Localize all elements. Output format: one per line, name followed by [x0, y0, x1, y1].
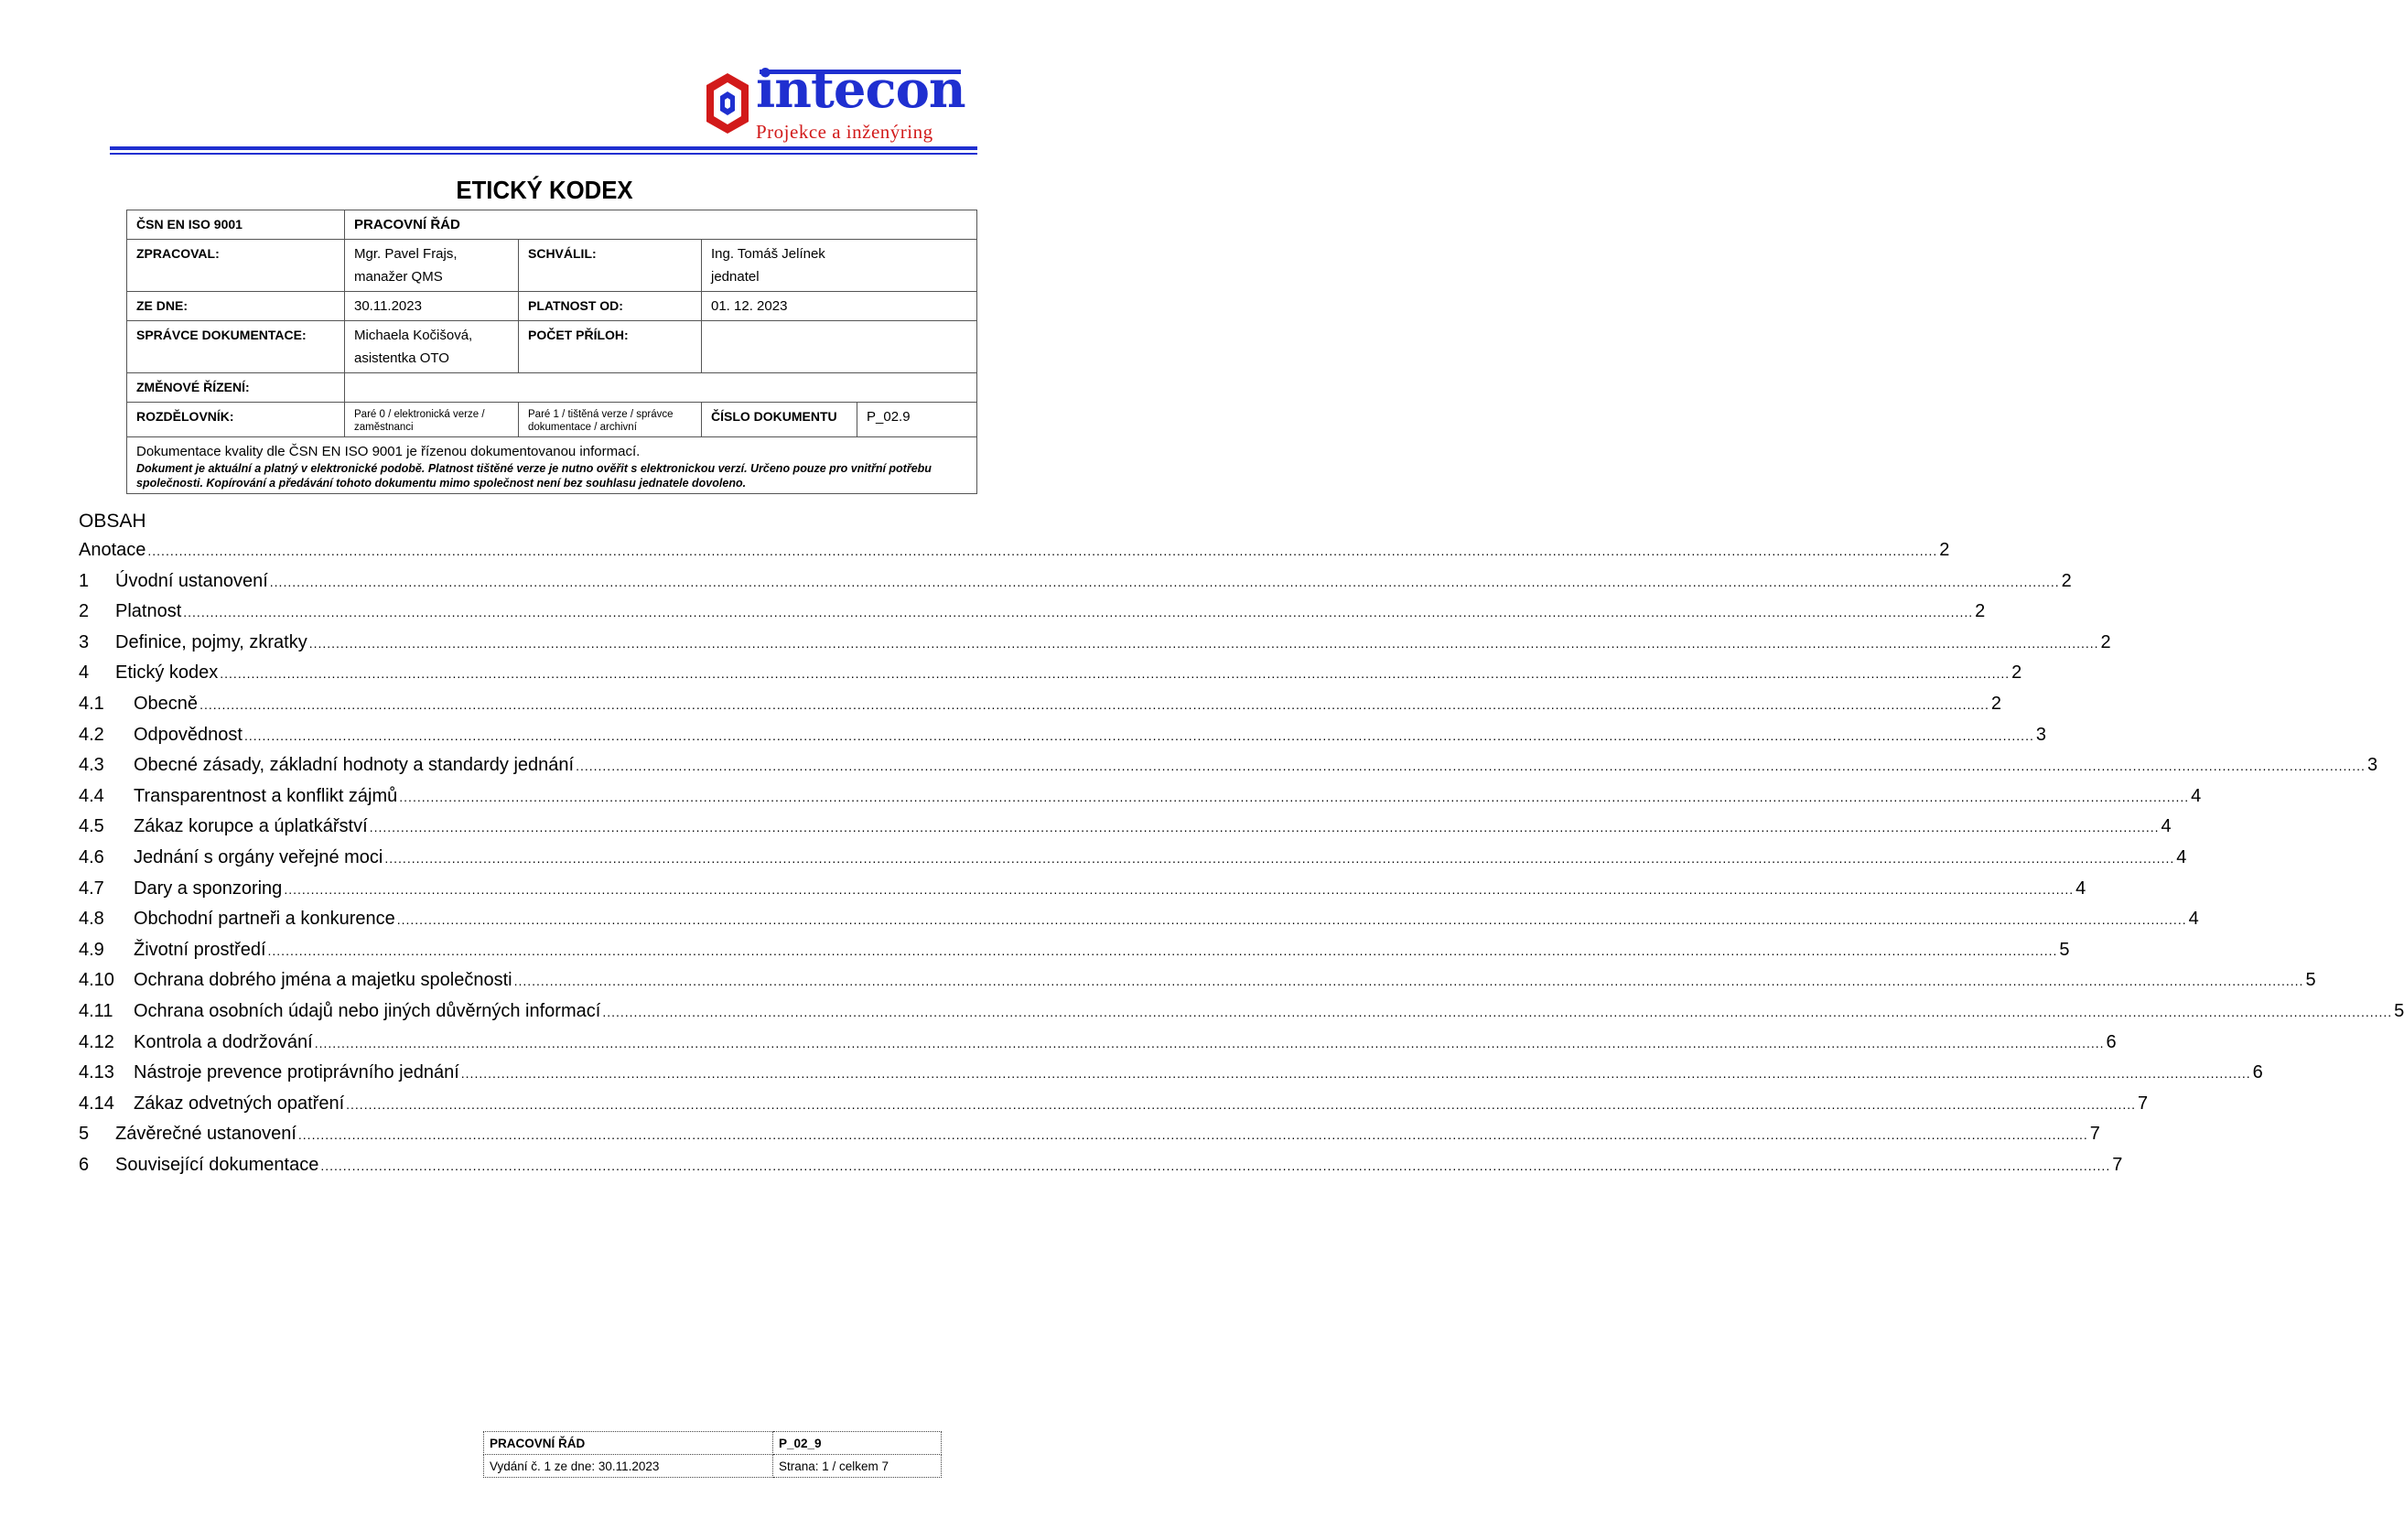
toc-item[interactable] [79, 816, 2172, 847]
toc-item-page: 4 [2176, 846, 2187, 867]
toc-item-number: 4 [79, 662, 90, 684]
toc-item-page: 7 [2138, 1093, 2149, 1114]
toc-item[interactable] [79, 601, 1986, 632]
toc-item-title: Definice, pojmy, zkratky [115, 631, 307, 652]
toc-item[interactable] [79, 1031, 2117, 1063]
brand-tagline: Projekce a inženýring [756, 121, 933, 143]
toc-dot-leader: ................................................................................................................................................................................................................................................................................................................................................................................................................ [396, 912, 2187, 928]
toc-item[interactable] [79, 970, 2316, 1001]
toc-item[interactable] [79, 662, 2022, 694]
toc-item-title: Ochrana dobrého jména a majetku společnosti [134, 970, 512, 991]
toc-item-title: Odpovědnost [134, 724, 243, 745]
toc-dot-leader: ................................................................................................................................................................................................................................................................................................................................................................................................................ [147, 544, 1938, 558]
toc-item-title: Závěrečné ustanovení [115, 1124, 296, 1145]
toc-item-number: 4.6 [79, 846, 104, 867]
toc-item[interactable] [79, 939, 2070, 971]
toc-item-title: Transparentnost a konflikt zájmů [134, 785, 398, 806]
toc-dot-leader: ................................................................................................................................................................................................................................................................................................................................................................................................................ [284, 881, 2075, 897]
toc-item-number: 5 [79, 1124, 90, 1145]
toc-item-number: 4.4 [79, 785, 104, 806]
toc-dot-leader: ................................................................................................................................................................................................................................................................................................................................................................................................................ [267, 942, 2058, 958]
toc-item[interactable] [79, 1093, 2149, 1125]
toc-dot-leader: ................................................................................................................................................................................................................................................................................................................................................................................................................ [269, 574, 2060, 589]
toc-dot-leader: ................................................................................................................................................................................................................................................................................................................................................................................................................ [220, 666, 2011, 682]
toc-item-number: 4.5 [79, 816, 104, 837]
toc-item[interactable] [79, 540, 1950, 571]
spravce-value [345, 321, 519, 373]
pare1-value: Paré 1 / tištěná verze / správce dokumentace / archivní [519, 403, 702, 437]
toc-item-page: 4 [2161, 816, 2172, 837]
toc-item-title: Obecně [134, 693, 199, 714]
footer-doc-type: PRACOVNÍ ŘÁD [484, 1432, 773, 1455]
note-primary: Dokumentace kvality dle ČSN EN ISO 9001 je řízenou dokumentovanou informací. [136, 444, 641, 459]
hexagon-icon [705, 71, 750, 141]
rozdelovnik-label: ROZDĚLOVNÍK: [127, 403, 345, 437]
footer-edition: Vydání č. 1 ze dne: 30.11.2023 [484, 1455, 773, 1478]
toc-item-number: 1 [79, 570, 90, 591]
toc-item-page: 5 [2059, 939, 2070, 960]
toc-item[interactable] [79, 631, 2111, 663]
company-logo [705, 59, 979, 145]
toc-item-number: 4.2 [79, 724, 104, 745]
toc-item-number: 4.9 [79, 939, 104, 960]
toc-dot-leader: ................................................................................................................................................................................................................................................................................................................................................................................................................ [243, 727, 2034, 743]
zpracoval-name: Mgr. Pavel Frajs, [354, 246, 458, 262]
header-rule-thin [110, 153, 977, 155]
toc-dot-leader: ................................................................................................................................................................................................................................................................................................................................................................................................................ [384, 850, 2175, 866]
document-title: ETICKÝ KODEX [456, 176, 633, 204]
toc-item-number: 2 [79, 601, 90, 622]
toc-item[interactable] [79, 909, 2199, 940]
toc-item-title: Platnost [115, 601, 182, 622]
toc-item-title: Životní prostředí [134, 939, 266, 960]
zpracoval-role: manažer QMS [354, 269, 443, 285]
toc-item-page: 6 [2106, 1031, 2117, 1052]
spravce-name: Michaela Kočišová, [354, 328, 473, 343]
toc-dot-leader: ................................................................................................................................................................................................................................................................................................................................................................................................................ [346, 1096, 2136, 1112]
toc-dot-leader: ................................................................................................................................................................................................................................................................................................................................................................................................................ [320, 1158, 2111, 1173]
toc-item-title: Jednání s orgány veřejné moci [134, 846, 383, 867]
toc-item-title: Obecné zásady, základní hodnoty a standardy jednání [134, 755, 575, 776]
toc-item-page: 5 [2394, 1000, 2404, 1021]
prilohy-value [702, 321, 977, 373]
toc-item-page: 5 [2305, 970, 2316, 991]
toc-item-title: Zákaz korupce a úplatkářství [134, 816, 368, 837]
toc-item-title: Anotace [79, 540, 146, 560]
prilohy-label: POČET PŘÍLOH: [519, 321, 702, 373]
schvalil-value [702, 240, 977, 292]
toc-dot-leader: ................................................................................................................................................................................................................................................................................................................................................................................................................ [369, 820, 2160, 835]
brand-name: intecon [756, 59, 965, 120]
zpracoval-label: ZPRACOVAL: [127, 240, 345, 292]
platnost-label: PLATNOST OD: [519, 292, 702, 321]
toc-item-page: 4 [2188, 909, 2199, 930]
toc-item-number: 4.13 [79, 1062, 114, 1083]
toc-dot-leader: ................................................................................................................................................................................................................................................................................................................................................................................................................ [513, 974, 2304, 989]
toc-dot-leader: ................................................................................................................................................................................................................................................................................................................................................................................................................ [314, 1035, 2105, 1050]
toc-item-number: 4.3 [79, 755, 104, 776]
toc-item-number: 3 [79, 631, 90, 652]
toc-item-title: Etický kodex [115, 662, 219, 684]
toc-item[interactable] [79, 846, 2187, 878]
toc-item-title: Související dokumentace [115, 1154, 319, 1175]
toc-item[interactable] [79, 1062, 2263, 1093]
toc-item[interactable] [79, 570, 2072, 602]
pare0-value: Paré 0 / elektronická verze / zaměstnanci [345, 403, 519, 437]
footer-page: Strana: 1 / celkem 7 [773, 1455, 942, 1478]
toc-item-page: 3 [2035, 724, 2046, 745]
standard-label: ČSN EN ISO 9001 [127, 210, 345, 240]
toc-item-title: Zákaz odvetných opatření [134, 1093, 345, 1114]
doc-type-value: PRACOVNÍ ŘÁD [345, 210, 977, 240]
toc-item[interactable] [79, 1124, 2100, 1155]
toc-item-title: Ochrana osobních údajů nebo jiných důvěrných informací [134, 1000, 601, 1021]
toc-item-page: 7 [2089, 1124, 2100, 1145]
toc-item-page: 2 [1975, 601, 1986, 622]
schvalil-label: SCHVÁLIL: [519, 240, 702, 292]
toc-item[interactable] [79, 1000, 2404, 1032]
toc-dot-leader: ................................................................................................................................................................................................................................................................................................................................................................................................................ [576, 759, 2366, 774]
toc-item-number: 4.14 [79, 1093, 114, 1114]
toc-item-page: 4 [2075, 878, 2086, 899]
toc-item-title: Nástroje prevence protiprávního jednání [134, 1062, 459, 1083]
spravce-label: SPRÁVCE DOKUMENTACE: [127, 321, 345, 373]
toc-item-title: Kontrola a dodržování [134, 1031, 313, 1052]
toc-item-page: 4 [2191, 785, 2202, 806]
footer-doc-number: P_02_9 [773, 1432, 942, 1455]
toc-dot-leader: ................................................................................................................................................................................................................................................................................................................................................................................................................ [199, 696, 1989, 712]
document-info-table [126, 210, 977, 494]
platnost-value: 01. 12. 2023 [702, 292, 977, 321]
toc-item[interactable] [79, 693, 2002, 725]
toc-item[interactable] [79, 785, 2202, 817]
ze-dne-label: ZE DNE: [127, 292, 345, 321]
page-footer [483, 1431, 942, 1478]
schvalil-name: Ing. Tomáš Jelínek [711, 246, 825, 262]
toc-dot-leader: ................................................................................................................................................................................................................................................................................................................................................................................................................ [297, 1127, 2088, 1143]
toc-dot-leader: ................................................................................................................................................................................................................................................................................................................................................................................................................ [602, 1004, 2393, 1019]
toc-item-page: 2 [2061, 570, 2072, 591]
toc-item[interactable] [79, 878, 2086, 910]
zpracoval-value [345, 240, 519, 292]
toc-item[interactable] [79, 755, 2378, 786]
toc-item-page: 6 [2252, 1062, 2263, 1083]
toc-heading: OBSAH [79, 511, 146, 532]
spravce-role: asistentka OTO [354, 350, 449, 366]
zmenove-label: ZMĚNOVÉ ŘÍZENÍ: [127, 373, 345, 403]
toc-dot-leader: ................................................................................................................................................................................................................................................................................................................................................................................................................ [460, 1066, 2251, 1082]
toc-item-number: 4.12 [79, 1031, 114, 1052]
cislo-value: P_02.9 [857, 403, 977, 437]
document-note [127, 437, 977, 494]
toc-item-number: 4.11 [79, 1000, 113, 1021]
toc-dot-leader: ................................................................................................................................................................................................................................................................................................................................................................................................................ [308, 635, 2099, 651]
toc-item-number: 4.7 [79, 878, 104, 899]
toc-dot-leader: ................................................................................................................................................................................................................................................................................................................................................................................................................ [183, 605, 1974, 620]
table-of-contents [79, 540, 2404, 1185]
toc-dot-leader: ................................................................................................................................................................................................................................................................................................................................................................................................................ [399, 789, 2190, 804]
header-rule [110, 146, 977, 150]
toc-item-number: 4.8 [79, 909, 104, 930]
cislo-label: ČÍSLO DOKUMENTU [702, 403, 857, 437]
toc-item[interactable] [79, 724, 2046, 756]
toc-item-title: Dary a sponzoring [134, 878, 283, 899]
toc-item-number: 4.1 [79, 693, 104, 714]
toc-item-title: Úvodní ustanovení [115, 570, 268, 591]
toc-item-page: 2 [1990, 693, 2002, 714]
schvalil-role: jednatel [711, 269, 760, 285]
note-secondary: Dokument je aktuální a platný v elektronické podobě. Platnost tištěné verze je nutno ověřit s elektronickou verzí. Určeno pouze pro vnitřní potřebu společnosti. Kopírování a předávání tohoto dokumentu mimo společnost není bez souhlasu jednatele dovoleno. [136, 462, 932, 490]
toc-item-number: 6 [79, 1154, 90, 1175]
toc-item-page: 2 [1939, 540, 1950, 560]
toc-item-number: 4.10 [79, 970, 114, 991]
ze-dne-value: 30.11.2023 [345, 292, 519, 321]
zmenove-value [345, 373, 977, 403]
toc-item-page: 2 [2011, 662, 2022, 684]
toc-item-page: 3 [2366, 755, 2378, 776]
toc-item-title: Obchodní partneři a konkurence [134, 909, 395, 930]
toc-item[interactable] [79, 1154, 2123, 1186]
toc-item-page: 2 [2100, 631, 2111, 652]
toc-item-page: 7 [2112, 1154, 2123, 1175]
